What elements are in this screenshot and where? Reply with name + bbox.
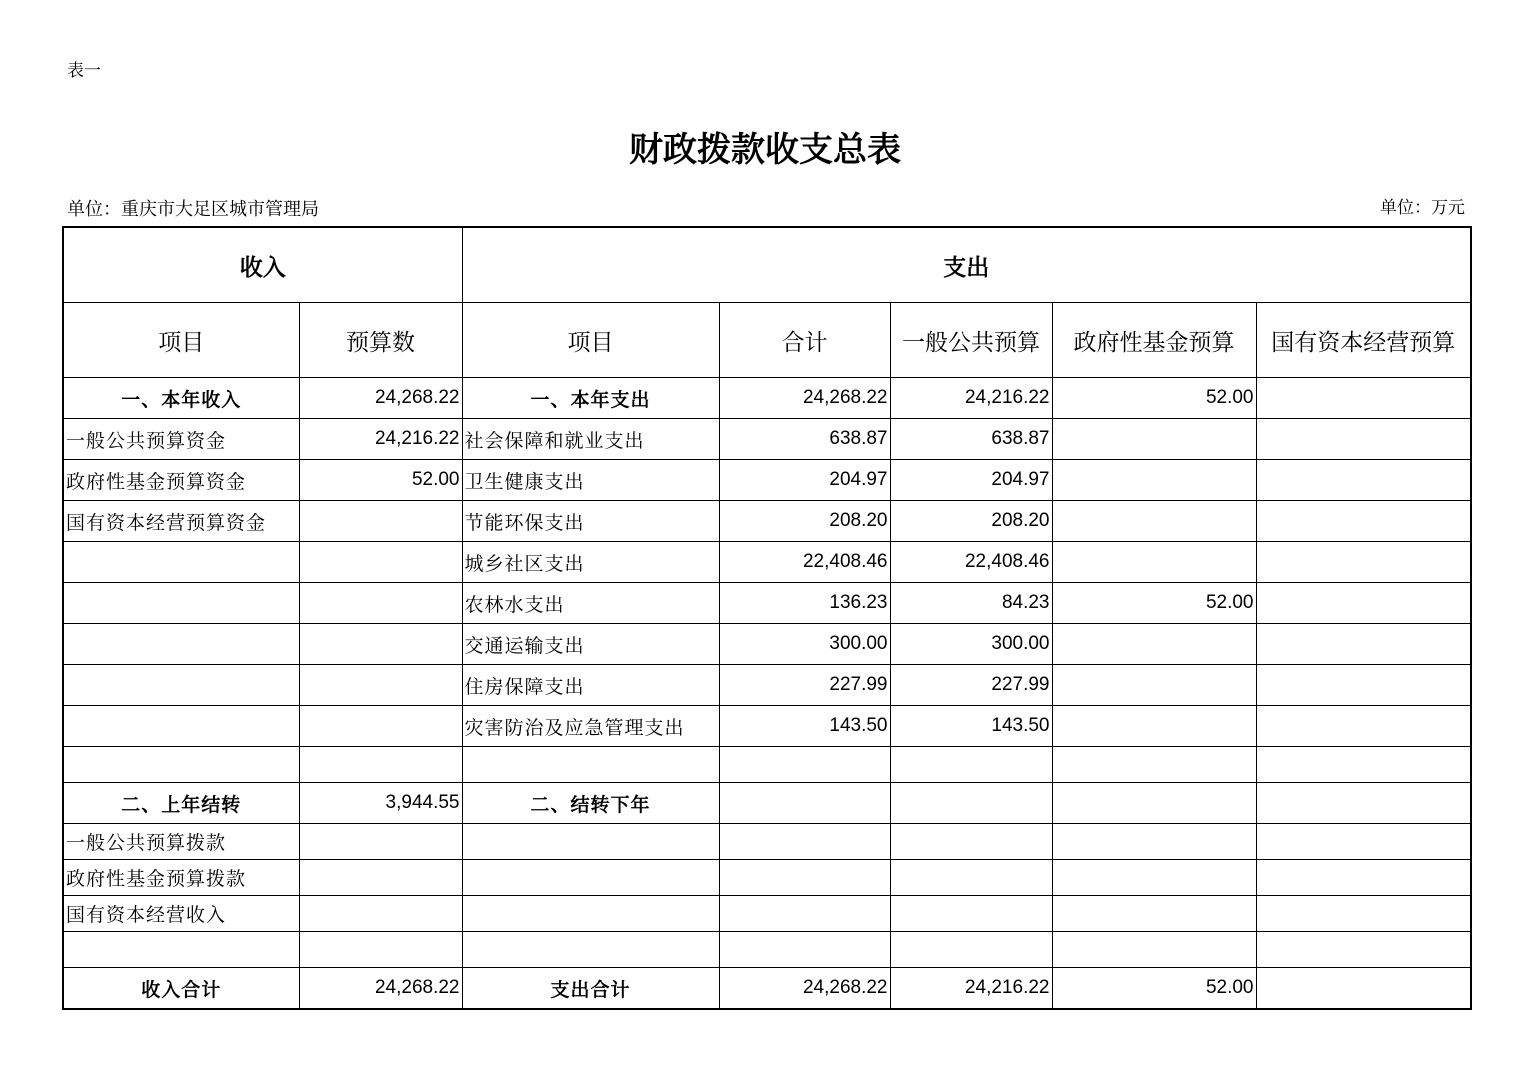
table-row	[63, 783, 1471, 824]
income-label: 一般公共预算拨款	[63, 824, 299, 860]
fund-value	[1052, 932, 1256, 968]
expense-label: 卫生健康支出	[462, 460, 719, 501]
expense-label	[462, 747, 719, 783]
general-value	[890, 824, 1052, 860]
total-value	[719, 860, 890, 896]
state-capital-header: 国有资本经营预算	[1256, 303, 1471, 378]
expense-label: 一、本年支出	[462, 378, 719, 419]
general-value: 22,408.46	[890, 542, 1052, 583]
fund-value	[1052, 896, 1256, 932]
total-value: 136.23	[719, 583, 890, 624]
expense-label	[462, 932, 719, 968]
general-value: 204.97	[890, 460, 1052, 501]
table-row	[63, 747, 1471, 783]
income-value	[299, 624, 462, 665]
fiscal-summary-table	[62, 226, 1472, 1010]
income-label	[63, 932, 299, 968]
income-value	[299, 706, 462, 747]
total-header: 合计	[719, 303, 890, 378]
general-value: 300.00	[890, 624, 1052, 665]
general-value: 227.99	[890, 665, 1052, 706]
table-row	[63, 419, 1471, 460]
total-value: 227.99	[719, 665, 890, 706]
total-value	[719, 896, 890, 932]
fund-value	[1052, 706, 1256, 747]
total-value: 143.50	[719, 706, 890, 747]
table-row	[63, 932, 1471, 968]
fund-value	[1052, 501, 1256, 542]
income-label: 一般公共预算资金	[63, 419, 299, 460]
income-item-header: 项目	[63, 303, 299, 378]
general-value: 84.23	[890, 583, 1052, 624]
income-label	[63, 583, 299, 624]
expense-label	[462, 824, 719, 860]
expense-label: 节能环保支出	[462, 501, 719, 542]
general-value	[890, 747, 1052, 783]
income-label: 国有资本经营收入	[63, 896, 299, 932]
income-label	[63, 706, 299, 747]
fund-value	[1052, 419, 1256, 460]
fund-value: 52.00	[1052, 583, 1256, 624]
income-header: 收入	[63, 227, 462, 303]
state-value	[1256, 968, 1471, 1010]
income-value	[299, 583, 462, 624]
income-label: 一、本年收入	[63, 378, 299, 419]
table-row	[63, 896, 1471, 932]
general-value	[890, 896, 1052, 932]
income-budget-header: 预算数	[299, 303, 462, 378]
total-value: 24,268.22	[719, 968, 890, 1010]
total-value: 22,408.46	[719, 542, 890, 583]
total-value: 24,268.22	[719, 378, 890, 419]
table-row	[63, 665, 1471, 706]
income-value	[299, 860, 462, 896]
expense-label: 住房保障支出	[462, 665, 719, 706]
income-value	[299, 932, 462, 968]
income-value	[299, 542, 462, 583]
total-value	[719, 747, 890, 783]
state-value	[1256, 624, 1471, 665]
state-value	[1256, 501, 1471, 542]
total-value: 204.97	[719, 460, 890, 501]
total-value	[719, 932, 890, 968]
state-value	[1256, 824, 1471, 860]
income-value	[299, 501, 462, 542]
fund-value	[1052, 665, 1256, 706]
income-value: 52.00	[299, 460, 462, 501]
general-budget-header: 一般公共预算	[890, 303, 1052, 378]
state-value	[1256, 583, 1471, 624]
general-value	[890, 932, 1052, 968]
state-value	[1256, 665, 1471, 706]
income-label	[63, 747, 299, 783]
state-value	[1256, 542, 1471, 583]
income-value: 24,268.22	[299, 378, 462, 419]
income-label: 二、上年结转	[63, 783, 299, 824]
fund-value	[1052, 624, 1256, 665]
expense-label: 支出合计	[462, 968, 719, 1010]
total-value	[719, 783, 890, 824]
fund-value	[1052, 783, 1256, 824]
expense-item-header: 项目	[462, 303, 719, 378]
fund-value	[1052, 542, 1256, 583]
general-value: 24,216.22	[890, 968, 1052, 1010]
general-value: 143.50	[890, 706, 1052, 747]
expense-label: 交通运输支出	[462, 624, 719, 665]
fund-value	[1052, 860, 1256, 896]
fund-value	[1052, 747, 1256, 783]
table-row	[63, 583, 1471, 624]
expense-label: 二、结转下年	[462, 783, 719, 824]
table-number: 表一	[67, 61, 101, 81]
table-row	[63, 706, 1471, 747]
page-title: 财政拨款收支总表	[629, 130, 901, 170]
income-value: 24,268.22	[299, 968, 462, 1010]
income-value	[299, 824, 462, 860]
expense-header: 支出	[462, 227, 1471, 303]
general-value: 638.87	[890, 419, 1052, 460]
state-value	[1256, 419, 1471, 460]
income-value	[299, 665, 462, 706]
general-value	[890, 783, 1052, 824]
state-value	[1256, 896, 1471, 932]
expense-label: 灾害防治及应急管理支出	[462, 706, 719, 747]
income-value	[299, 747, 462, 783]
state-value	[1256, 860, 1471, 896]
header-row-columns	[63, 303, 1471, 378]
expense-label	[462, 860, 719, 896]
income-label: 收入合计	[63, 968, 299, 1010]
total-value: 208.20	[719, 501, 890, 542]
general-value: 208.20	[890, 501, 1052, 542]
general-value: 24,216.22	[890, 378, 1052, 419]
income-value: 24,216.22	[299, 419, 462, 460]
expense-label: 农林水支出	[462, 583, 719, 624]
state-value	[1256, 783, 1471, 824]
table-row	[63, 501, 1471, 542]
fund-value: 52.00	[1052, 968, 1256, 1010]
expense-label: 社会保障和就业支出	[462, 419, 719, 460]
unit-money: 单位：万元	[1380, 198, 1465, 218]
state-value	[1256, 378, 1471, 419]
header-row-groups	[63, 227, 1471, 303]
table-row	[63, 542, 1471, 583]
state-value	[1256, 932, 1471, 968]
state-value	[1256, 747, 1471, 783]
unit-organization: 单位：重庆市大足区城市管理局	[67, 199, 319, 220]
general-value	[890, 860, 1052, 896]
table-row	[63, 624, 1471, 665]
fund-value	[1052, 824, 1256, 860]
table-row	[63, 460, 1471, 501]
income-value: 3,944.55	[299, 783, 462, 824]
income-label	[63, 542, 299, 583]
table-row-total	[63, 968, 1471, 1010]
income-label	[63, 665, 299, 706]
total-value: 300.00	[719, 624, 890, 665]
table-row	[63, 824, 1471, 860]
income-value	[299, 896, 462, 932]
expense-label	[462, 896, 719, 932]
state-value	[1256, 706, 1471, 747]
fund-value: 52.00	[1052, 378, 1256, 419]
income-label: 政府性基金预算资金	[63, 460, 299, 501]
state-value	[1256, 460, 1471, 501]
income-label: 政府性基金预算拨款	[63, 860, 299, 896]
fund-budget-header: 政府性基金预算	[1052, 303, 1256, 378]
income-label	[63, 624, 299, 665]
income-label: 国有资本经营预算资金	[63, 501, 299, 542]
table-row	[63, 860, 1471, 896]
total-value: 638.87	[719, 419, 890, 460]
table-row	[63, 378, 1471, 419]
total-value	[719, 824, 890, 860]
fund-value	[1052, 460, 1256, 501]
expense-label: 城乡社区支出	[462, 542, 719, 583]
